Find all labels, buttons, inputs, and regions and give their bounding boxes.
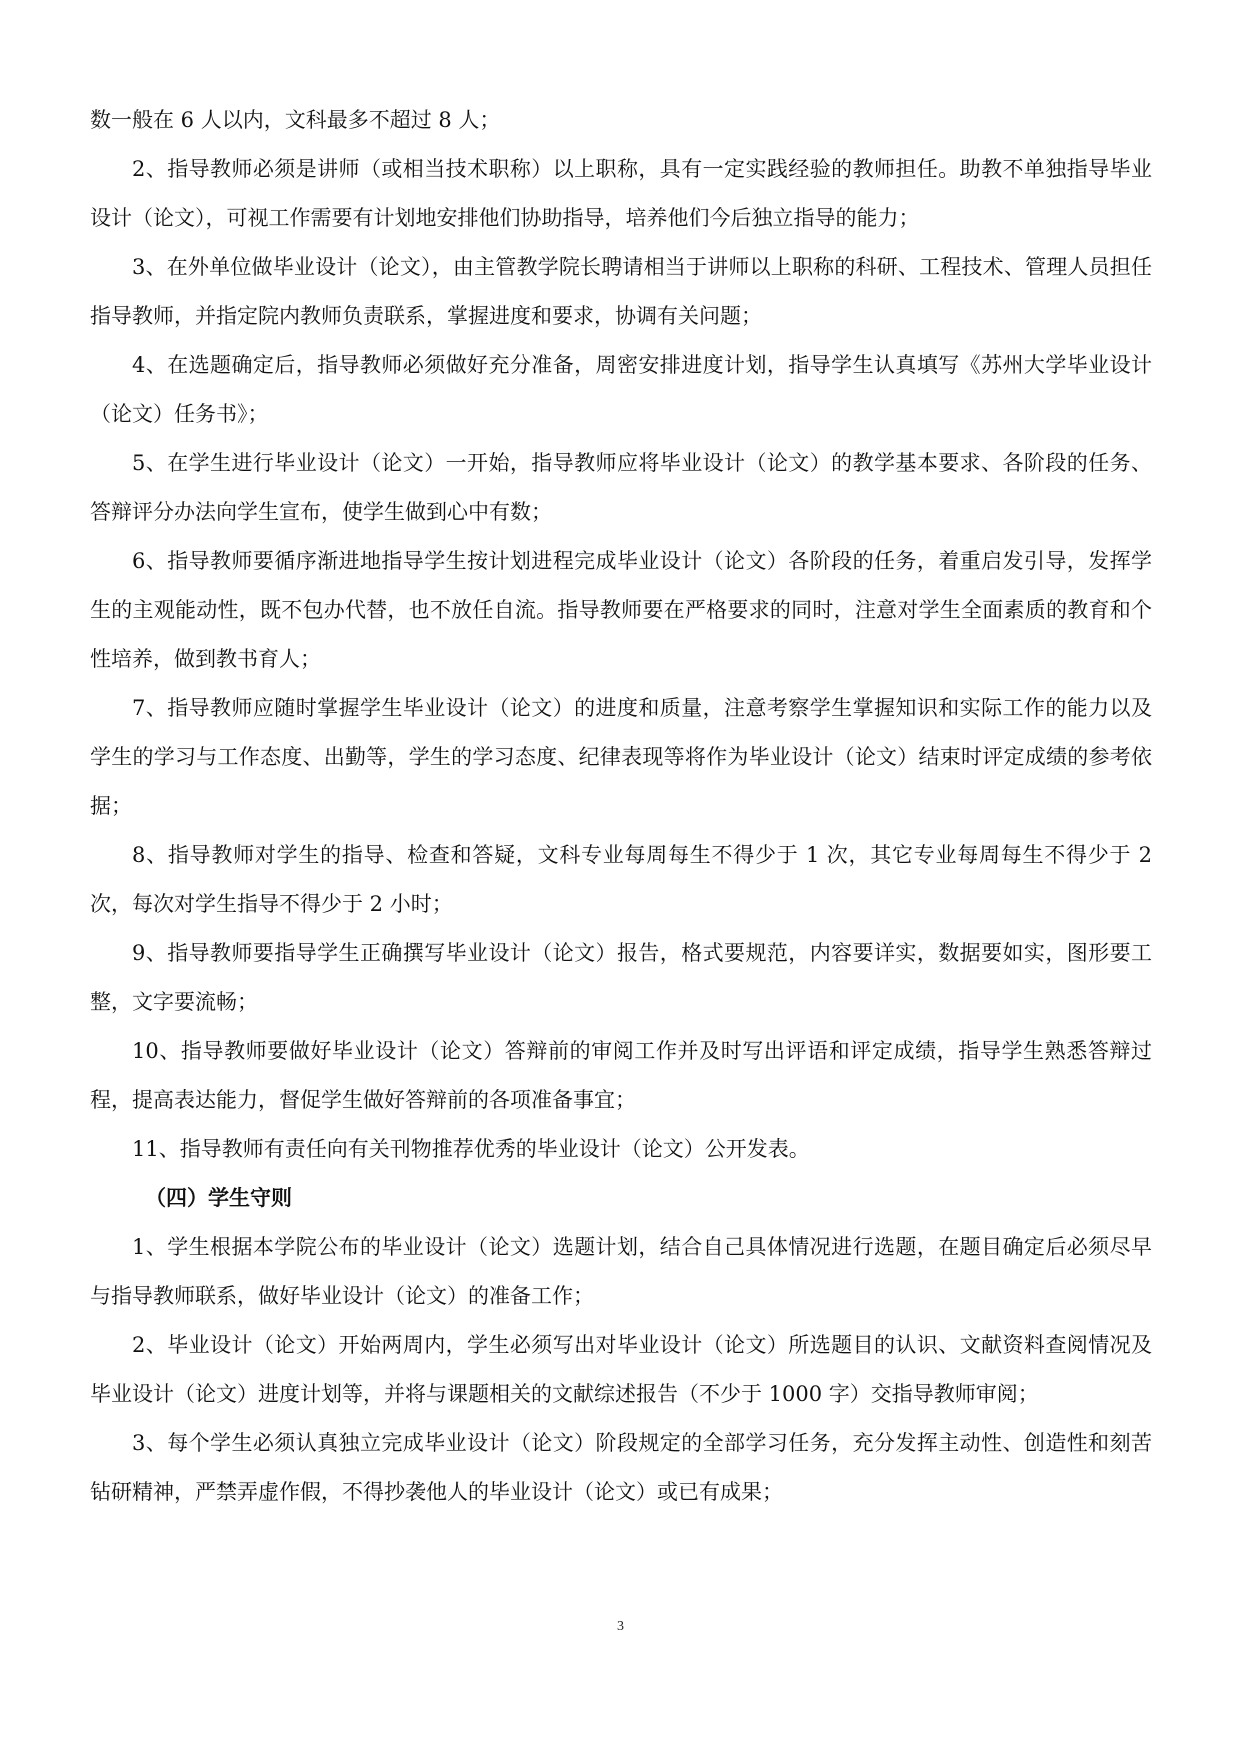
teacher-item-5: 5、在学生进行毕业设计（论文）一开始，指导教师应将毕业设计（论文）的教学基本要求、各阶段的任务、答辩评分办法向学生宣布，使学生做到心中有数；: [90, 451, 1152, 524]
teacher-item-7: 7、指导教师应随时掌握学生毕业设计（论文）的进度和质量，注意考察学生掌握知识和实际工作的能力以及学生的学习与工作态度、出勤等，学生的学习态度、纪律表现等将作为毕业设计（论文）结束时评定成绩的参考依据；: [90, 696, 1152, 818]
student-item-2: 2、毕业设计（论文）开始两周内，学生必须写出对毕业设计（论文）所选题目的认识、文献资料查阅情况及毕业设计（论文）进度计划等，并将与课题相关的文献综述报告（不少于 1000 字）交指导教师审阅；: [90, 1333, 1152, 1406]
student-item-1: 1、学生根据本学院公布的毕业设计（论文）选题计划，结合自己具体情况进行选题，在题目确定后必须尽早与指导教师联系，做好毕业设计（论文）的准备工作；: [90, 1235, 1152, 1308]
teacher-item-8: 8、指导教师对学生的指导、检查和答疑，文科专业每周每生不得少于 1 次，其它专业每周每生不得少于 2 次，每次对学生指导不得少于 2 小时；: [90, 843, 1152, 916]
teacher-item-9: 9、指导教师要指导学生正确撰写毕业设计（论文）报告，格式要规范，内容要详实，数据要如实，图形要工整，文字要流畅；: [90, 941, 1152, 1014]
teacher-item-2: 2、指导教师必须是讲师（或相当技术职称）以上职称，具有一定实践经验的教师担任。助教不单独指导毕业设计（论文），可视工作需要有计划地安排他们协助指导，培养他们今后独立指导的能力；: [90, 157, 1152, 230]
teacher-item-3: 3、在外单位做毕业设计（论文），由主管教学院长聘请相当于讲师以上职称的科研、工程技术、管理人员担任指导教师，并指定院内教师负责联系，掌握进度和要求，协调有关问题；: [90, 255, 1152, 328]
section-heading-student-rules: （四）学生守则: [145, 1186, 292, 1210]
teacher-item-10: 10、指导教师要做好毕业设计（论文）答辩前的审阅工作并及时写出评语和评定成绩，指导学生熟悉答辩过程，提高表达能力，督促学生做好答辩前的各项准备事宜；: [90, 1039, 1152, 1112]
page-number: 3: [617, 1619, 624, 1634]
student-item-3: 3、每个学生必须认真独立完成毕业设计（论文）阶段规定的全部学习任务，充分发挥主动性、创造性和刻苦钻研精神，严禁弄虚作假，不得抄袭他人的毕业设计（论文）或已有成果；: [90, 1431, 1152, 1504]
teacher-item-6: 6、指导教师要循序渐进地指导学生按计划进程完成毕业设计（论文）各阶段的任务，着重启发引导，发挥学生的主观能动性，既不包办代替，也不放任自流。指导教师要在严格要求的同时，注意对学生全面素质的教育和个性培养，做到教书育人；: [90, 549, 1152, 671]
document-body: [90, 96, 1152, 1517]
teacher-item-4: 4、在选题确定后，指导教师必须做好充分准备，周密安排进度计划，指导学生认真填写《苏州大学毕业设计（论文）任务书》；: [90, 353, 1152, 426]
continuation-paragraph: 数一般在 6 人以内，文科最多不超过 8 人；: [90, 108, 501, 132]
teacher-item-11: 11、指导教师有责任向有关刊物推荐优秀的毕业设计（论文）公开发表。: [132, 1137, 810, 1161]
